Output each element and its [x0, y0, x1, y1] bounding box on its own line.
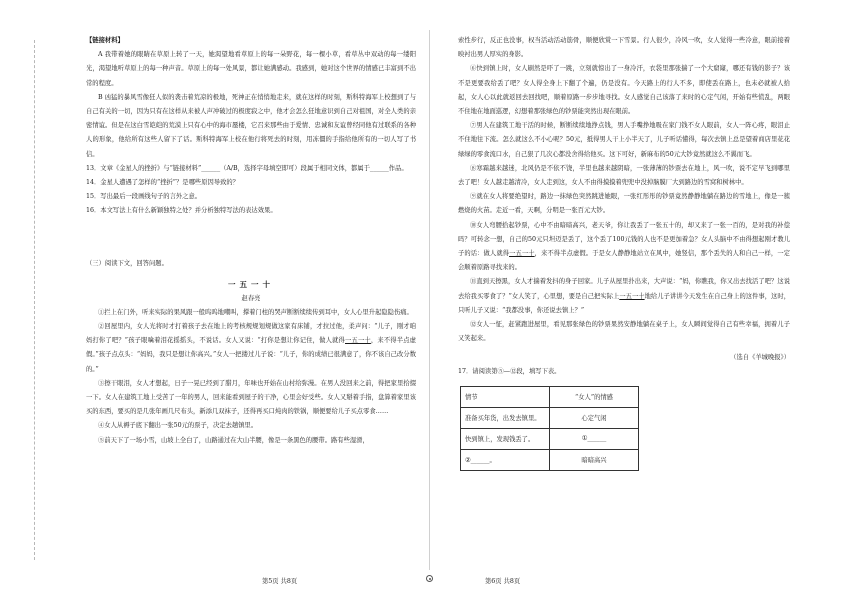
paragraph-2: [86, 320, 416, 377]
story-author: 赵春亮: [241, 294, 261, 302]
paragraph-5: ⑤前天下了一场小雪，山坡上全白了，山路通过在大山半腰，像是一条黑色的腰带。路有些湿滑，: [98, 436, 369, 444]
table-cell: 快到镇上，发现钱丢了。: [461, 428, 550, 449]
page-number-right: 第6页 共8页: [485, 578, 521, 585]
table-cell: 心定气闲: [550, 407, 639, 428]
story-title: 一五一十: [228, 279, 274, 289]
question-17: 17．请阅读第⑤—⑫段，填写下表。: [458, 368, 561, 376]
paragraph-11-text-a: ⑪直到天擦黑，女人才揣着发抖的身子回家。儿子从屋里扑出来，大声说：“妈，你瞧我，你又出去找活了吧？这说去给我买零食了？”女人笑了，心里想，要是自己把实际上: [458, 278, 790, 300]
paragraph-6: ⑥快到镇上时，女人刷然是吓了一跳，立刻就惊出了一身冷汗，衣袋里那张揣了一个大窟窿，哪还有钱的影子？该不是更要我给丢了吧？女人得全身上下翻了个遍，仍是没有。今天路上的行人不多，即使丢在路上，也未必就被人拾起，女人心以此就返回去回找吧，顺着原路一步步地寻找。女人感觉自己该落了来时的心定气闲，开始有些慌乱，两眼不住地在地面巡逻，幻想着那张绿色的钞票能突然出现在眼前。: [458, 65, 790, 116]
source-note: （选自《羊城晚报》）: [730, 354, 790, 362]
paragraph-11: [458, 275, 790, 318]
paragraph-2-underlined: 一五一十: [345, 337, 371, 345]
table-cell: 准备买年货，出发去镇里。: [461, 407, 550, 428]
table-cell: 暗暗高兴: [550, 449, 639, 470]
link-heading: 【链接材料】: [86, 37, 124, 44]
paragraph-9: ⑨就在女人将要绝望时，路边一抹绿色突然跳进她眼，一张红彤彤的钞票竟然静静地躺在路边的雪地上，像是一簇燃烧的火苗。走近一看，天啊，分明是一张百元大钞。: [458, 193, 790, 215]
table-cell: “女人”的情感: [550, 386, 639, 407]
paragraph-11-text-b: 地给儿子讲讲今天发生在自己身上的这件事，这时，只听儿子又说：“我都没事，你还说去镇上？”: [458, 292, 790, 314]
table-cell: ①______: [550, 428, 639, 449]
paragraph-1: ①拦上在门外，听来实际的果风跟一般呜呜地嘲叫，撑着门柱的哭声断断续续传到耳中，女人心里升起隐隐伤痛。: [98, 308, 413, 316]
paragraph-7: ⑦男人在建筑工地干活的时候，断断续续地挣点钱，男人手嘴挣地吸在家门钱不女人眼前，女人一阵心疼，眼泪止不住地往下流。怎么就这么不小心呢？50元，抵得男人干上小半天了，儿子听话懂得，每次去镇上总是望着商店里花花绿绿的零食流口水，自己狠了几次心都没舍得给他买。这下可好，新麻布的50元大钞竟然就这么不翼而飞。: [458, 122, 790, 158]
paragraph-10-text-a: ⑩女人弯腰拾起钞票，心中不由暗暗高兴，老天爷，你让我丢了一张五十的，却又来了一张一百的，是对我的补偿吗？可转念一想，自己的50元只坦迈是丢了，这个丢了100元钱的人也不是更加着急？女人头脑中不由得想起刚才教儿子的话：做人就得: [458, 221, 790, 258]
paragraph-4: ④女人从褥子底下翻出一张50元的票子，决定去趟镇里。: [98, 422, 258, 430]
center-circle-icon: [426, 575, 433, 582]
table-row: [461, 428, 639, 449]
question-13: 13．文章《金星人的挫折》与“链接材料”______（A/B，选择字母填空即可）段属于相同文体，都属于______作品。: [86, 164, 408, 172]
question-16: 16．本文写法上有什么新颖独特之处？并分析独特写法的表达效果。: [86, 207, 277, 215]
table-cell: ②______。: [461, 449, 550, 470]
paragraph-10: [458, 219, 790, 276]
paragraph-2-text-b: ，来不得半点虚假。”孩子点点头：“妈妈，我只是想让你高兴。”女人一把搂过儿子说：“儿子，你的成绩已很满意了，你不该自己改分数的。”: [86, 337, 416, 373]
table-row: [461, 449, 639, 470]
paragraph-10-underlined: 一五一十: [509, 250, 535, 258]
plot-emotion-table: [460, 386, 639, 471]
paragraph-5-continued: 索性步行，反正也没事，权当活动活动筋骨，顺便欣赏一下雪景。行人很少，冷风一吹，女人觉得一些冷意，眼前接着映衬出男人厚实的身影。: [458, 37, 790, 59]
question-15: 15．写出最后一段画线句子的言外之意。: [86, 193, 202, 201]
link-material-b: B 凶猛的暴风雪像狂人似的袭击着荒凉的极地，死神正在悄悄地走来，就在这样的时刻，斯科特海军上校想到了与自己有关的一切，因为只有在这样从来被人声冲破过的极度寂之中，他才会怎么狂地意识到自己对祖国，对全人类的亲密情谊。但是在这白雪皑皑的荒漠上只有心中的海市蜃楼，它召来那些由于爱情、忠诚和友谊曾经同他有过联系的各种人的形象，他给所有这些人留下了话。斯科特海军上校在他行将死去的时刻，用冻僵的手指给他所有的一切人写了书信。: [86, 93, 416, 158]
paragraph-3: ③擦干眼泪，女人才想起，日子一晃已经到了腊月，年味也开始在山村给弥漫。在男人没回来之前，得把家里拾掇一下。女人在建筑工地上受苦了一年的男人，回来能看到屋子的干净，心里会好受些。女人又掰着手指，盘算着家里该买的东西，要买的是几张年画几尺布头，新添几双袜子，还得再买口炖肉的铁锅，顺便要给儿子买点零食……: [86, 379, 416, 416]
paragraph-11-underlined: 一五一十: [619, 292, 645, 300]
question-14: 14．金星人遭遇了怎样的“挫折”？是哪些原因导致的？: [86, 179, 239, 187]
answer-space: [86, 219, 416, 257]
page-number-left: 第5页 共8页: [262, 578, 298, 585]
table-cell: 情节: [461, 386, 550, 407]
paragraph-8: ⑧寒霜越来越迷，北风仍是不依不饶，半里也越来越阴暗，一张薄薄的钞票去在地上，风一吹，说不定早飞到哪里去了吧！女人越走越清冷，女人走到这，女人不由得摸摸着兜兜中没掉脑膜厂大到路边的雪窝和树林中。: [458, 164, 790, 187]
right-page: [430, 0, 860, 608]
paragraph-10-text-b: ，来不得半点虚假。于是女人静静地站立在风中，她竖信，那个丢失的人和自己一样，一定会顺着原路寻找来的。: [458, 250, 791, 272]
section-heading: （三）阅读下文，回答问题。: [86, 259, 168, 267]
table-row: [461, 386, 639, 407]
table-row: [461, 407, 639, 428]
paragraph-2-text-a: ②回屋里内，女人光将时才打着孩子去在地上的考核规规划规做这家有床铺，才拉过他，柔声问：“儿子，刚才咱妈打你了吧？”孩子眼噙着泪花摇摇头，不说话。女人又说：“打你是想让你记住，做人就得: [86, 323, 416, 345]
link-material-a: A 我带着她的眼睛在草原上转了一天，她渴望地看草原上的每一朵野花，每一棵小草，看草丛中双动的每一缕阳光，渴望地听草原上的每一种声音。草原上的每一处风景，都让她满感动。我感到，她对这个世界的情感已丰富到不出常的程度。: [86, 51, 416, 87]
paragraph-12: ⑫女人一怔，赶紧跑进屋里，看见那张绿色的钞票果然安静地躺在桌子上，女人瞬间觉得自己有些幸福，拥着儿子又笑起来。: [458, 321, 790, 343]
